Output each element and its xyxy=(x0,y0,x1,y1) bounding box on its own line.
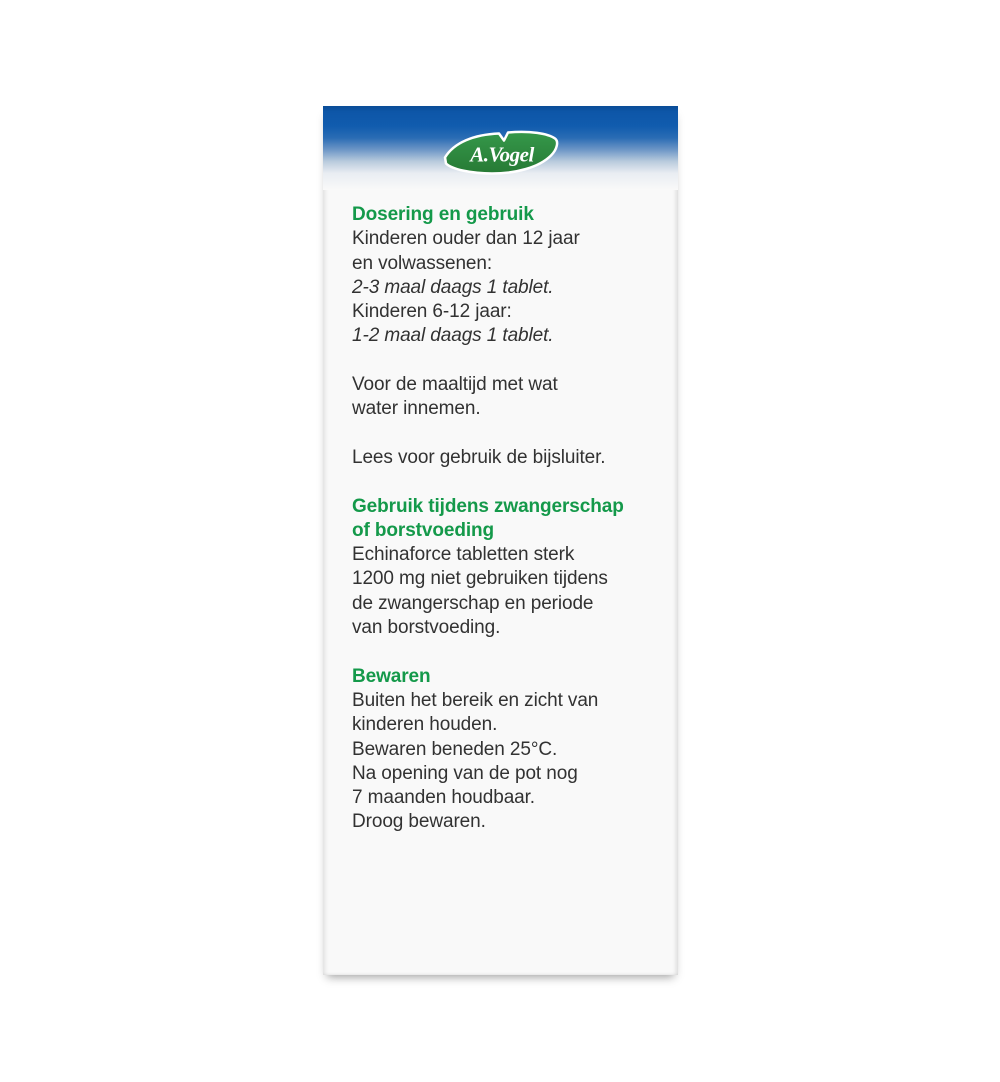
body-line: de zwangerschap en periode xyxy=(352,592,594,614)
body-line: 7 maanden houdbaar. xyxy=(352,787,535,809)
section-heading: Bewaren xyxy=(352,665,431,687)
section-bijsluiter xyxy=(352,446,670,470)
body-line: Voor de maaltijd met wat xyxy=(352,374,558,396)
body-line: water innemen. xyxy=(352,398,481,420)
body-line: Echinaforce tabletten sterk xyxy=(352,544,575,566)
section-bewaren xyxy=(352,665,670,835)
panel-text xyxy=(352,203,670,835)
body-line: en volwassenen: xyxy=(352,252,493,274)
body-line: Na opening van de pot nog xyxy=(352,762,578,784)
body-line: Kinderen ouder dan 12 jaar xyxy=(352,228,580,250)
section-heading: Dosering en gebruik xyxy=(352,204,534,225)
section-inname xyxy=(352,373,670,422)
body-line: 1-2 maal daags 1 tablet. xyxy=(352,325,554,347)
body-line: 2-3 maal daags 1 tablet. xyxy=(352,276,554,298)
body-line: 1200 mg niet gebruiken tijdens xyxy=(352,568,608,590)
package-panel xyxy=(323,106,678,975)
body-line: Buiten het bereik en zicht van xyxy=(352,689,599,711)
section-zwangerschap xyxy=(352,495,670,641)
body-line: kinderen houden. xyxy=(352,714,498,736)
body-line: Kinderen 6-12 jaar: xyxy=(352,301,512,323)
body-line: Bewaren beneden 25°C. xyxy=(352,738,558,760)
section-dosering xyxy=(352,203,670,349)
body-line: van borstvoeding. xyxy=(352,617,501,639)
body-line: Droog bewaren. xyxy=(352,811,486,833)
section-heading: Gebruik tijdens zwangerschap xyxy=(352,495,624,517)
logo-text: A.Vogel xyxy=(469,142,534,167)
section-heading: of borstvoeding xyxy=(352,519,495,541)
avogel-logo xyxy=(442,129,560,176)
body-line: Lees voor gebruik de bijsluiter. xyxy=(352,446,606,468)
